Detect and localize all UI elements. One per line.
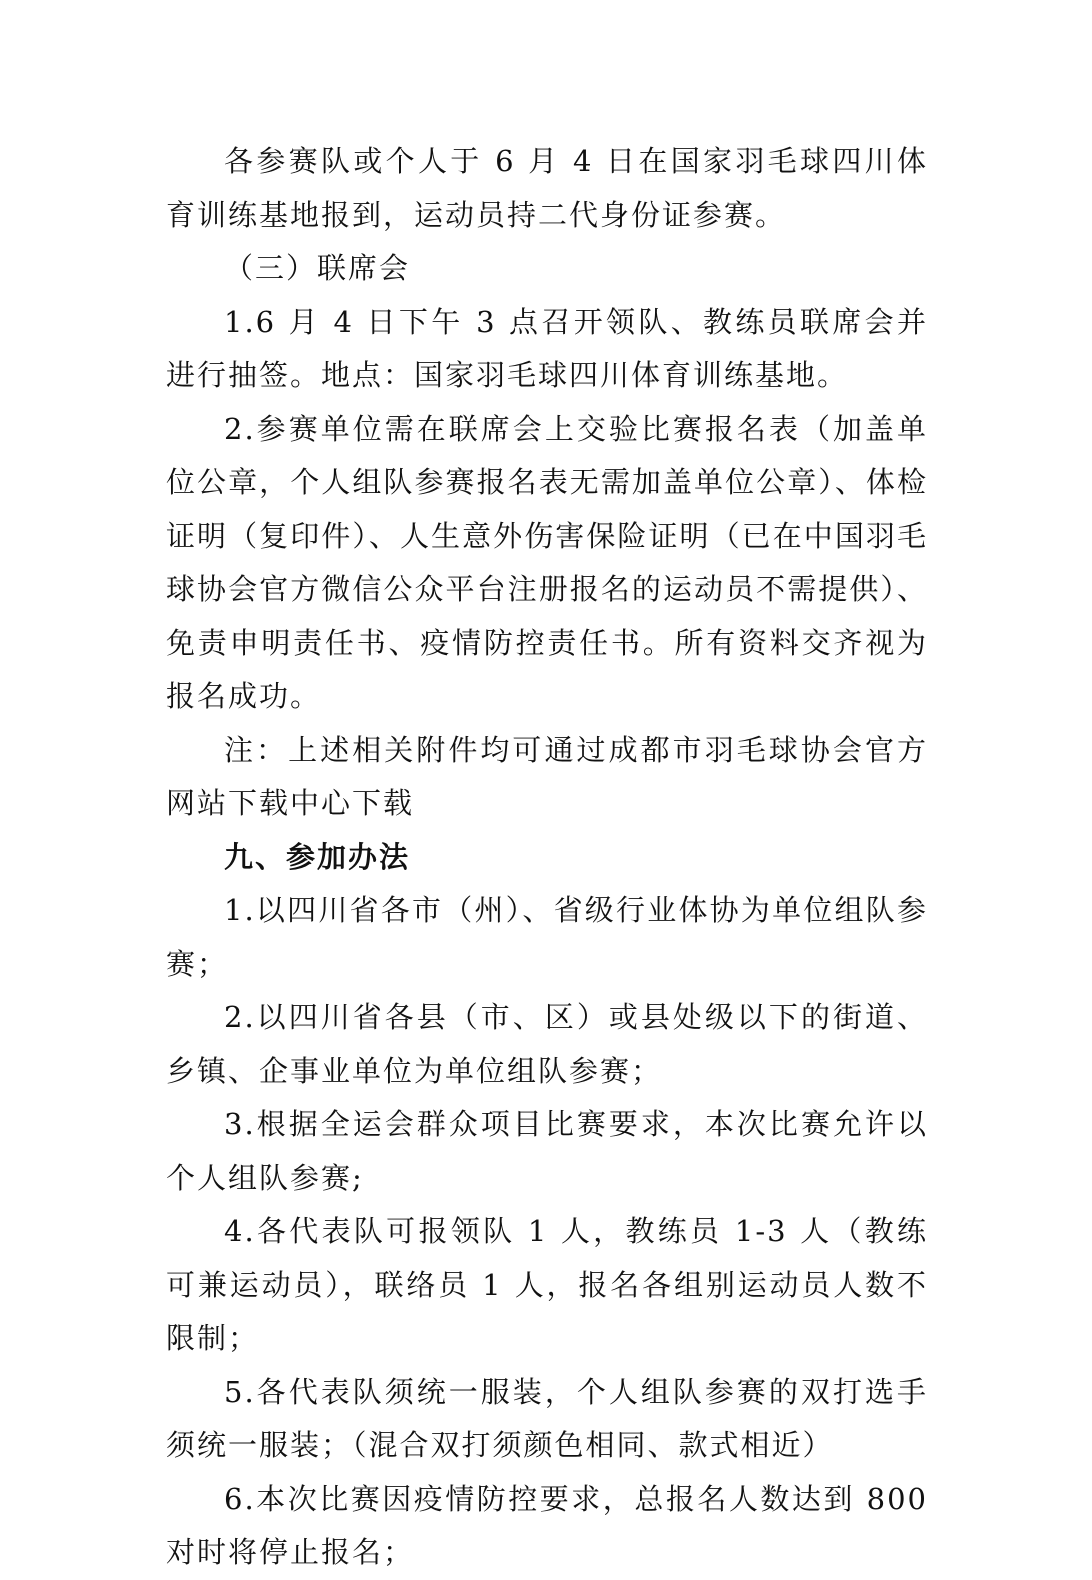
list-item-method-1: 1.以四川省各市（州）、省级行业体协为单位组队参赛； [166,893,928,981]
paragraph-note: 注：上述相关附件均可通过成都市羽毛球协会官方网站下载中心下载 [166,732,928,820]
list-item-method-2: 2.以四川省各县（市、区）或县处级以下的街道、乡镇、企事业单位为单位组队参赛； [166,1000,928,1088]
list-item-method-6: 6.本次比赛因疫情防控要求，总报名人数达到 800 对时将停止报名； [166,1481,928,1569]
list-item-method-4: 4.各代表队可报领队 1 人，教练员 1-3 人（教练可兼运动员），联络员 1 人，报名各组别运动员人数不限制； [166,1214,928,1355]
paragraph-reporting: 各参赛队或个人于 6 月 4 日在国家羽毛球四川体育训练基地报到，运动员持二代身份证参赛。 [166,144,928,232]
paragraph-meeting-time: 1.6 月 4 日下午 3 点召开领队、教练员联席会并进行抽签。地点：国家羽毛球四川体育训练基地。 [166,304,928,392]
list-item-method-3: 3.根据全运会群众项目比赛要求，本次比赛允许以个人组队参赛; [166,1107,928,1195]
document-body [166,135,928,1580]
section-heading-participation: 九、参加办法 [224,839,411,874]
paragraph-meeting-documents: 2.参赛单位需在联席会上交验比赛报名表（加盖单位公章，个人组队参赛报名表无需加盖单位公章）、体检证明（复印件）、人生意外伤害保险证明（已在中国羽毛球协会官方微信公众平台注册报名的运动员不需提供）、免责申明责任书、疫情防控责任书。所有资料交齐视为报名成功。 [166,411,928,713]
section-heading-joint-meeting: （三）联席会 [224,251,411,285]
list-item-method-5: 5.各代表队须统一服装，个人组队参赛的双打选手须统一服装；（混合双打须颜色相同、款式相近） [166,1374,928,1462]
